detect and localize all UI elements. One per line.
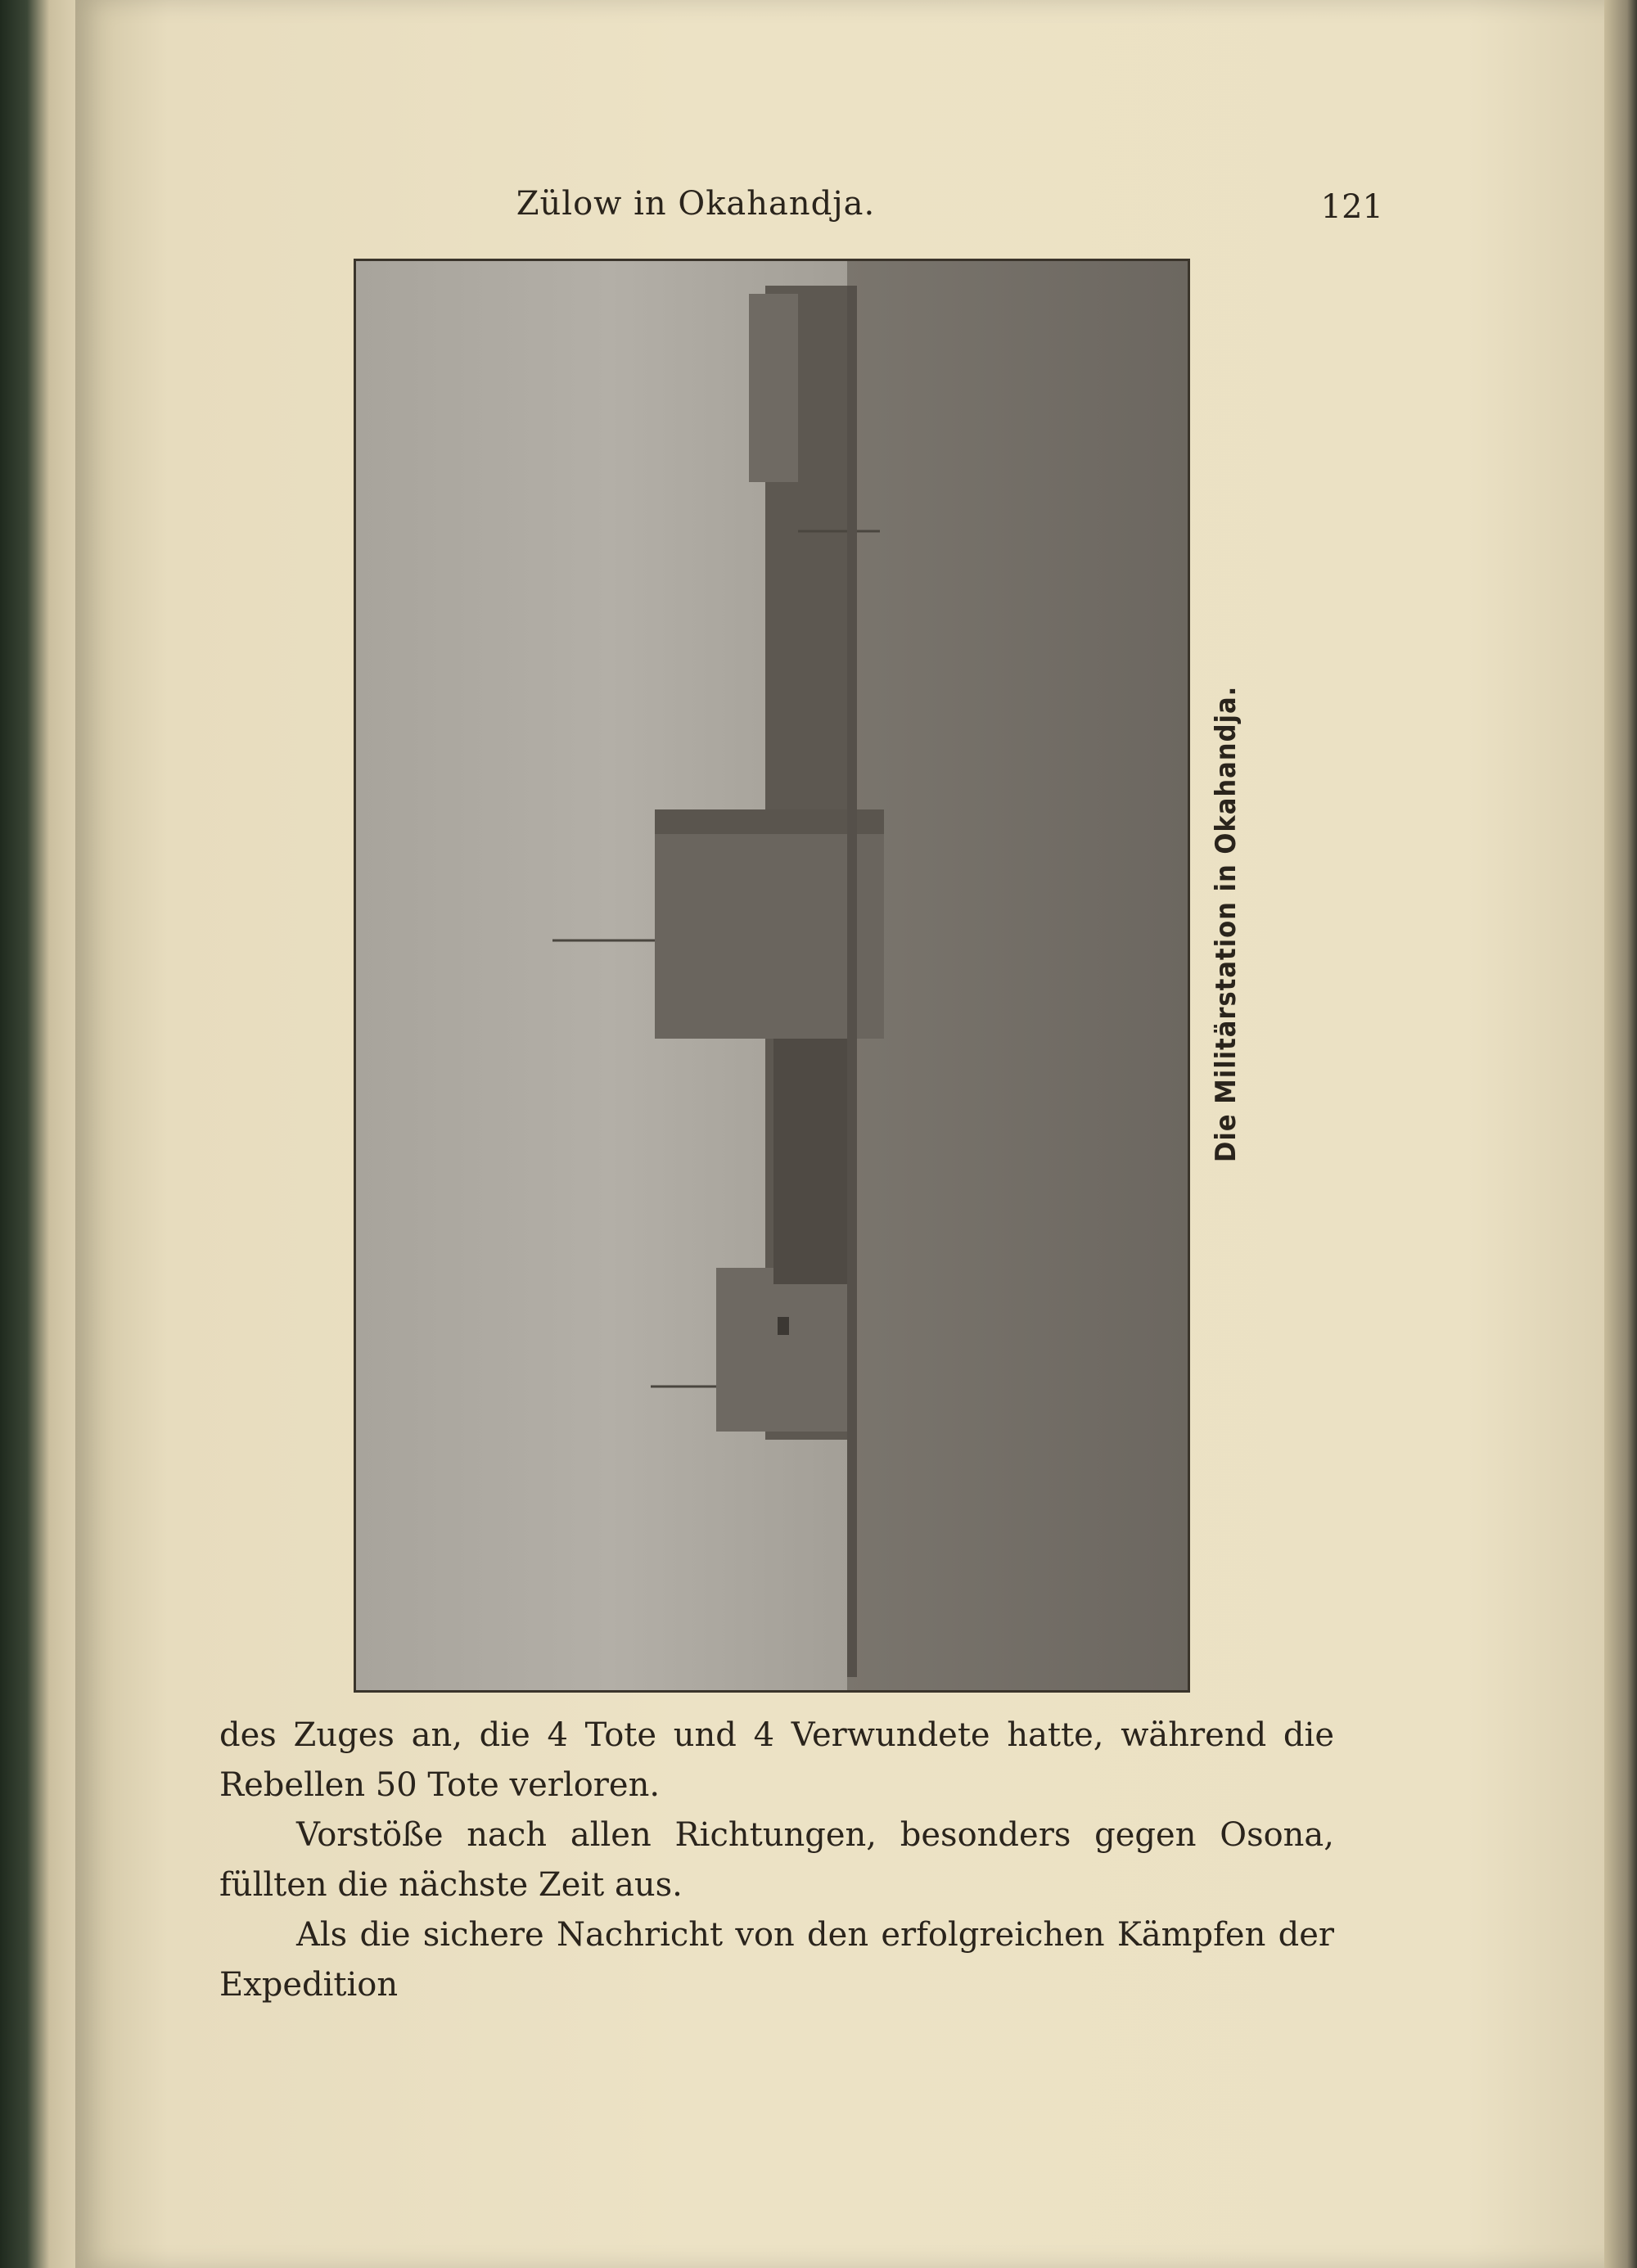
figure-caption-text: Die Militärstation in Okahandja. <box>1210 685 1242 1162</box>
paragraph: Als die sichere Nachricht von den erfolgreichen Kämpfen der Expedition <box>219 1916 1334 2004</box>
bottom-tower <box>716 1268 855 1432</box>
photograph <box>354 259 1190 1693</box>
top-tower <box>749 294 798 482</box>
ground <box>847 261 1188 1690</box>
page-number: 121 <box>1320 188 1383 226</box>
page-edge <box>1604 0 1637 2268</box>
running-head: Zülow in Okahandja. <box>516 185 876 223</box>
paragraph: Vorstöße nach allen Richtungen, besonders gegen Osona, füllten die nächste Zeit aus. <box>219 1816 1334 1904</box>
paragraph: des Zuges an, die 4 Tote und 4 Verwundete hatte, während die Rebellen 50 Tote verloren. <box>219 1716 1334 1804</box>
main-building <box>773 1039 855 1284</box>
body-text <box>219 1711 1334 2010</box>
military-station-photo <box>356 261 1188 1690</box>
